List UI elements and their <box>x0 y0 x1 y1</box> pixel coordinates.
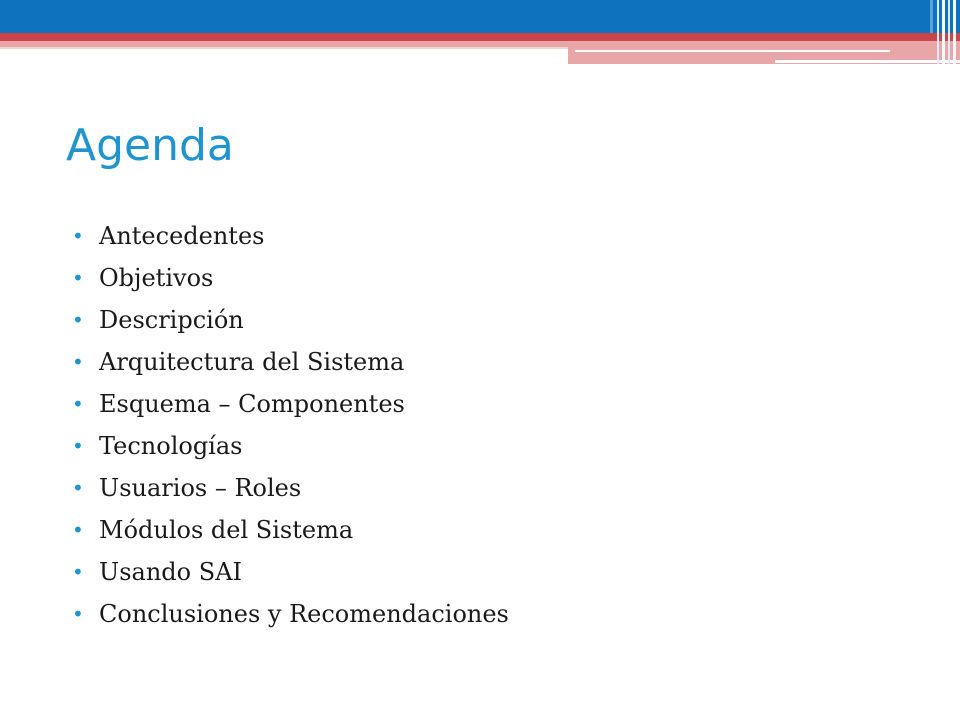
list-item <box>72 215 509 257</box>
list-item <box>72 257 509 299</box>
list-item-label: Arquitectura del Sistema <box>99 348 405 376</box>
bullet-dot-icon: • <box>72 224 84 248</box>
list-item-label: Conclusiones y Recomendaciones <box>99 600 509 628</box>
list-item <box>72 551 509 593</box>
top-decorative-banner <box>0 0 960 70</box>
banner-stripe <box>930 0 933 33</box>
agenda-list <box>72 215 509 635</box>
banner-pink-band <box>0 41 960 47</box>
banner-light-line <box>0 47 570 49</box>
bullet-dot-icon: • <box>72 308 84 332</box>
bullet-dot-icon: • <box>72 266 84 290</box>
slide-title: Agenda <box>66 120 234 171</box>
banner-blue-band <box>0 0 960 33</box>
bullet-dot-icon: • <box>72 476 84 500</box>
list-item <box>72 467 509 509</box>
bullet-dot-icon: • <box>72 560 84 584</box>
bullet-dot-icon: • <box>72 392 84 416</box>
banner-stripe <box>942 0 945 64</box>
list-item <box>72 425 509 467</box>
list-item <box>72 299 509 341</box>
bullet-dot-icon: • <box>72 602 84 626</box>
banner-white-line <box>775 60 960 63</box>
list-item <box>72 593 509 635</box>
list-item-label: Usuarios – Roles <box>99 474 302 502</box>
list-item-label: Módulos del Sistema <box>99 516 354 544</box>
list-item <box>72 509 509 551</box>
list-item <box>72 341 509 383</box>
banner-stripe <box>953 0 956 64</box>
list-item-label: Usando SAI <box>99 558 243 586</box>
banner-stripe <box>948 0 950 64</box>
list-item-label: Objetivos <box>99 264 214 292</box>
list-item-label: Descripción <box>99 306 244 334</box>
bullet-dot-icon: • <box>72 350 84 374</box>
banner-red-band <box>0 33 960 41</box>
banner-stripe <box>937 0 939 64</box>
bullet-dot-icon: • <box>72 434 84 458</box>
list-item-label: Esquema – Componentes <box>99 390 405 418</box>
list-item-label: Tecnologías <box>99 432 243 460</box>
banner-white-line <box>575 50 890 52</box>
list-item-label: Antecedentes <box>99 222 265 250</box>
bullet-dot-icon: • <box>72 518 84 542</box>
list-item <box>72 383 509 425</box>
